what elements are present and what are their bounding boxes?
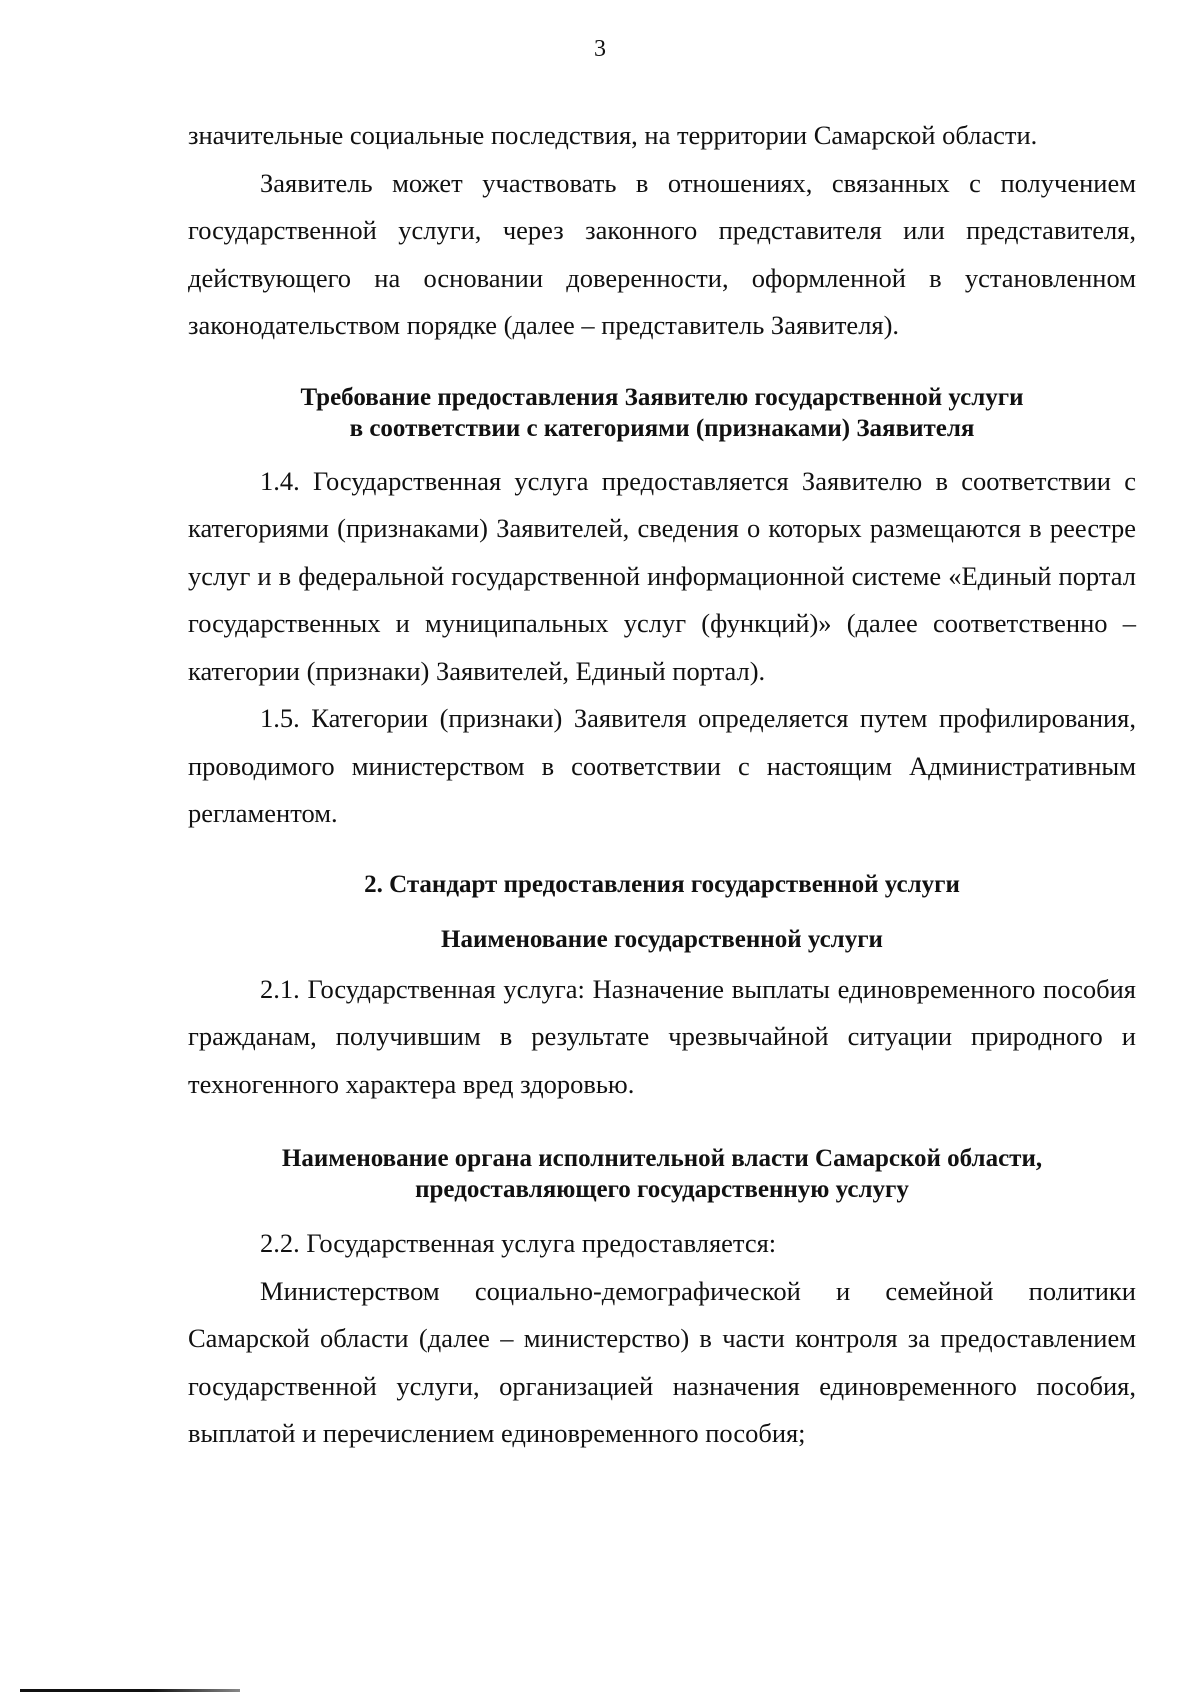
requirement-heading [188,382,1136,444]
authority-heading-line1: Наименование органа исполнительной власти Самарской области, [281,1145,1043,1172]
footnote-divider [20,1689,240,1692]
requirement-heading-line1: Требование предоставления Заявителю государственной услуги [300,383,1024,411]
service-name-heading-title: Наименование государственной услуги [441,925,883,953]
page-number: 3 [594,36,606,62]
paragraph-2-1: 2.1. Государственная услуга: Назначение выплаты единовременного пособия гражданам, получившим в результате чрезвычайной ситуации природного и техногенного характера вред здоровью. [188,973,1136,1099]
document-body [188,112,1136,1458]
paragraph-1-5: 1.5. Категории (признаки) Заявителя определяется путем профилирования, проводимого министерством в соответствии с настоящим Административным регламентом. [188,703,1136,828]
requirement-heading-line2: в соответствии с категориями (признаками) Заявителя [349,414,975,442]
authority-heading-line2: предоставляющего государственную услугу [415,1176,909,1203]
paragraph-ministry: Министерством социально-демографической и семейной политики Самарской области (далее – министерство) в части контроля за предоставлением государственной услуги, организацией назначения единовременного пособия, выплатой и перечислением единовременного пособия; [188,1275,1136,1448]
authority-heading [188,1143,1136,1205]
paragraph-2-2: 2.2. Государственная услуга предоставляется: [260,1228,777,1258]
service-name-heading [188,924,1136,955]
standard-heading [188,869,1136,900]
standard-heading-title: 2. Стандарт предоставления государственной услуги [364,870,960,898]
paragraph-1-4: 1.4. Государственная услуга предоставляется Заявителю в соответствии с категориями (признаками) Заявителей, сведения о которых размещаются в реестре услуг и в федеральной государственной информационной системе «Единый портал государственных и муниципальных услуг (функций)» (далее соответственно – категории (признаки) Заявителей, Единый портал). [188,465,1136,686]
paragraph-applicant-representative: Заявитель может участвовать в отношениях, связанных с получением государственной услуги, через законного представителя или представителя, действующего на основании доверенности, оформленной в установленном законодательством порядке (далее – представитель Заявителя). [188,167,1136,340]
paragraph-continuation: значительные социальные последствия, на территории Самарской области. [188,120,1038,150]
